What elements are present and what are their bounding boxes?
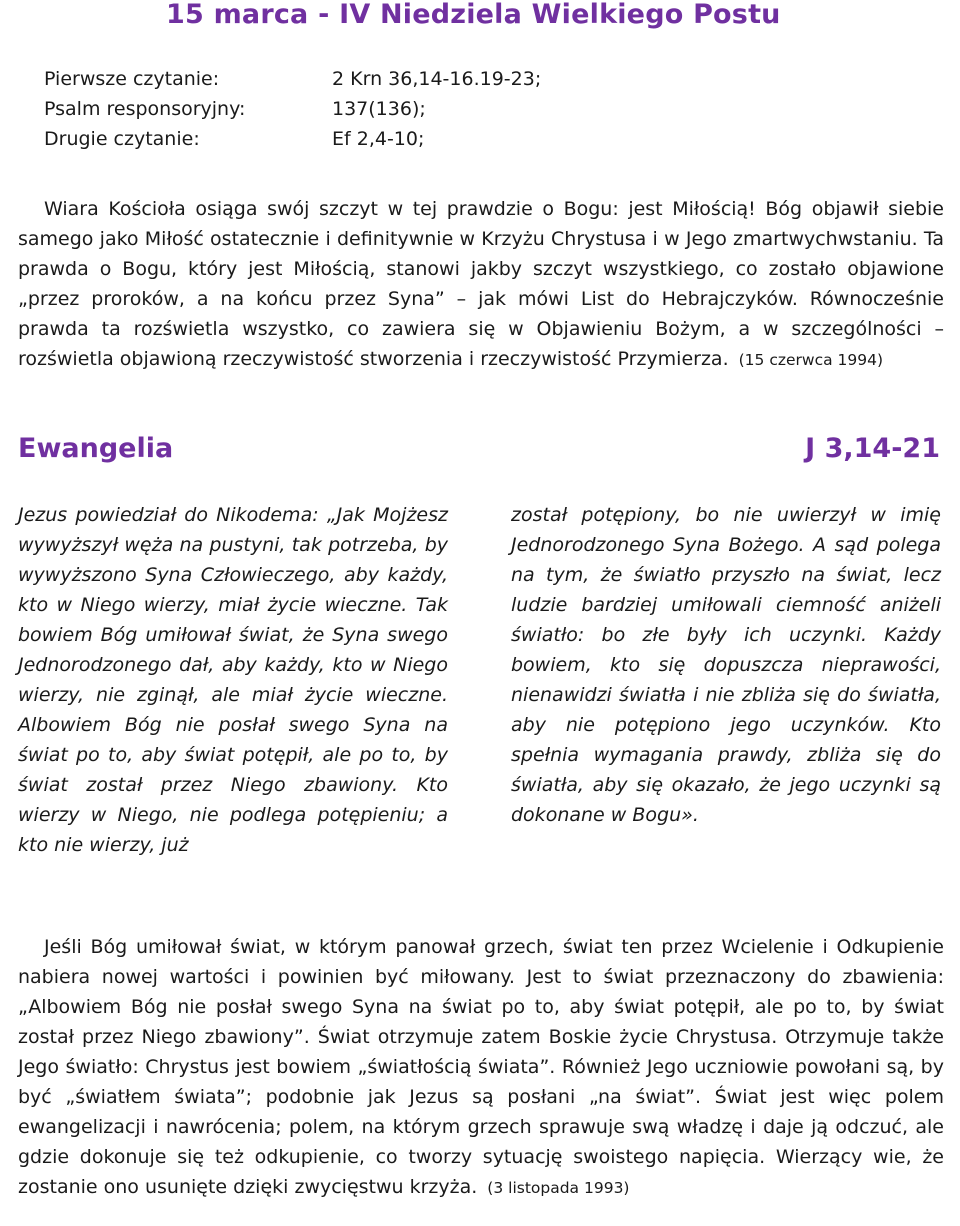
gospel-column-left [18, 500, 448, 860]
gospel-header [18, 432, 940, 466]
reading-label: Psalm responsoryjny: [44, 98, 246, 120]
gospel-heading: Ewangelia [18, 433, 174, 464]
reading-row [44, 124, 541, 154]
gospel-reference: J 3,14-21 [805, 433, 940, 464]
gospel-text-right: został potępiony, bo nie uwierzył w imię Jednorodzonego Syna Bożego. A sąd polega na tym, że światło przyszło na świat, lecz ludzie bardziej umiłowali ciemność aniżeli światło: bo złe były ich uczynki. Każdy bowiem, kto się dopuszcza nieprawości, nienawidzi światła i nie zbliża się do światła, aby nie potępiono jego uczynków. Kto spełnia wymagania prawdy, zbliża się do światła, aby się okazało, że jego uczynki są dokonane w Bogu». [511, 504, 941, 826]
intro-date: (15 czerwca 1994) [738, 351, 884, 369]
page-title: 15 marca - IV Niedziela Wielkiego Postu [166, 0, 781, 30]
reading-row [44, 64, 541, 94]
comment-date: (3 listopada 1993) [487, 1179, 630, 1197]
intro-text: Wiara Kościoła osiąga swój szczyt w tej prawdzie o Bogu: jest Miłością! Bóg objawił siebie samego jako Miłość ostatecznie i definitywnie w Krzyżu Chrystusa i w Jego zmartwychwstaniu. Ta prawda o Bogu, który jest Miłością, stanowi jakby szczyt wszystkiego, co zostało objawione „przez proroków, a na końcu przez Syna” – jak mówi List do Hebrajczyków. Równocześnie prawda ta rozświetla wszystko, co zawiera się w Objawieniu Bożym, a w szczególności – rozświetla objawioną rzeczywistość stworzenia i rzeczywistość Przymierza. [18, 198, 944, 370]
comment-paragraph [18, 932, 944, 1203]
reading-label: Pierwsze czytanie: [44, 68, 220, 90]
reading-row [44, 94, 541, 124]
comment-text: Jeśli Bóg umiłował świat, w którym panował grzech, świat ten przez Wcielenie i Odkupienie nabiera nowej wartości i powinien być miłowany. Jest to świat przeznaczony do zbawienia: „Albowiem Bóg nie posłał swego Syna na świat po to, aby świat potępił, ale po to, by świat został przez Niego zbawiony”. Świat otrzymuje zatem Boskie życie Chrystusa. Otrzymuje także Jego światło: Chrystus jest bowiem „światłością świata”. Również Jego uczniowie powołani są, by być „światłem świata”; podobnie jak Jezus są posłani „na świat”. Świat jest więc polem ewangelizacji i nawrócenia; polem, na którym grzech sprawuje swą władzę i daje ją odczuć, ale gdzie dokonuje się też odkupienie, co tworzy sytuację swoistego napięcia. Wierzący wie, że zostanie ono usunięte dzięki zwycięstwu krzyża. [18, 936, 944, 1198]
intro-paragraph [18, 194, 944, 375]
gospel-text-left: Jezus powiedział do Nikodema: „Jak Mojżesz wywyższył węża na pustyni, tak potrzeba, by wywyższono Syna Człowieczego, aby każdy, kto w Niego wierzy, miał życie wieczne. Tak bowiem Bóg umiłował świat, że Syna swego Jednorodzonego dał, aby każdy, kto w Niego wierzy, nie zginął, ale miał życie wieczne. Albowiem Bóg nie posłał swego Syna na świat po to, aby świat potępił, ale po to, by świat został przez Niego zbawiony. Kto wierzy w Niego, nie podlega potępieniu; a kto nie wierzy, już [18, 504, 448, 856]
comment-section [18, 932, 944, 1203]
reading-reference: Ef 2,4-10; [332, 128, 425, 150]
readings-list [44, 64, 541, 154]
reading-label: Drugie czytanie: [44, 128, 200, 150]
reading-reference: 137(136); [332, 98, 426, 120]
gospel-column-right [511, 500, 941, 830]
reading-reference: 2 Krn 36,14-16.19-23; [332, 68, 542, 90]
intro-section [18, 194, 944, 375]
